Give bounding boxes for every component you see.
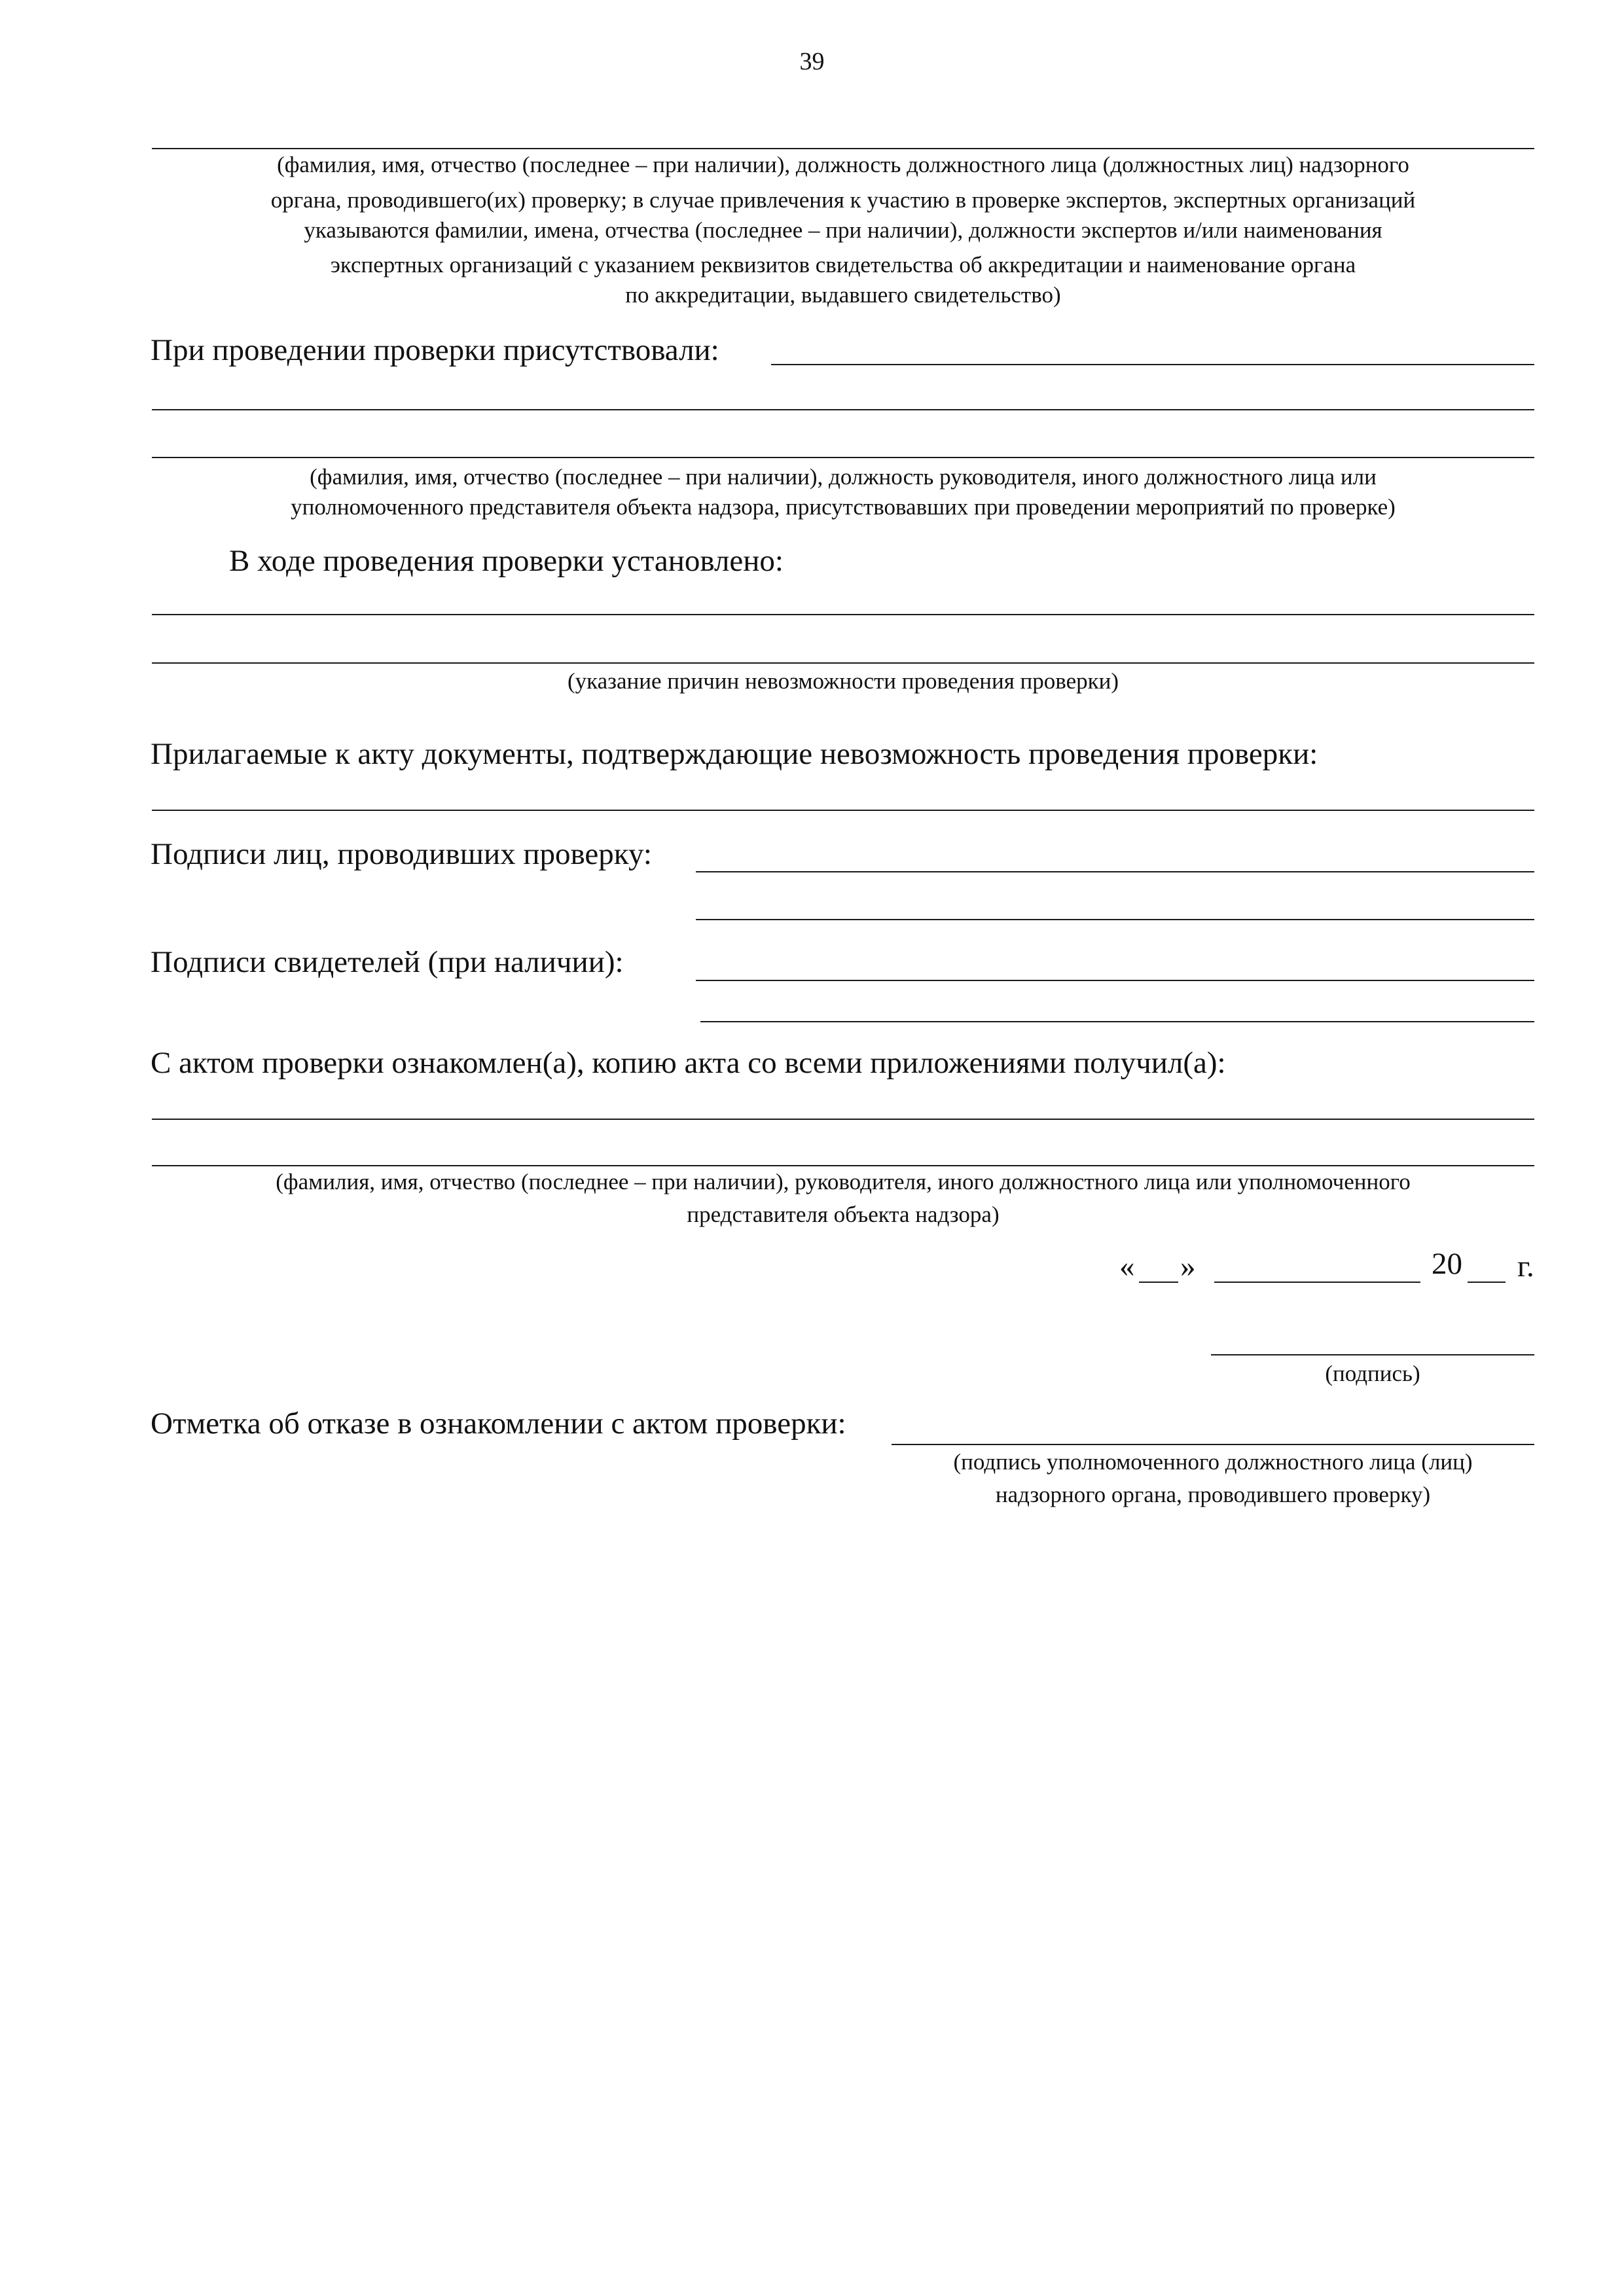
present-field-line-1 (771, 364, 1534, 365)
acknowledged-caption-line-2: представителя объекта надзора) (687, 1202, 1000, 1227)
inspectors-caption-line-5: по аккредитации, выдавшего свидетельство) (625, 282, 1061, 308)
established-label: В ходе проведения проверки установлено: (229, 544, 784, 578)
inspectors-signature-line-2 (696, 919, 1534, 920)
date-year-prefix: 20 (1432, 1247, 1462, 1281)
present-field-line-3 (152, 457, 1534, 458)
established-field-line-1 (152, 614, 1534, 615)
attached-documents-label: Прилагаемые к акту документы, подтверждающие невозможность проведения проверки: (151, 737, 1318, 771)
inspectors-caption-line-1: (фамилия, имя, отчество (последнее – при наличии), должность должностного лица (должностных лиц) надзорного (277, 152, 1409, 177)
refusal-caption-line-2: надзорного органа, проводившего проверку) (995, 1482, 1431, 1507)
inspectors-caption-line-3: указываются фамилии, имена, отчества (последнее – при наличии), должности экспертов и/или наименования (304, 217, 1382, 243)
present-field-line-2 (152, 409, 1534, 410)
inspectors-caption-line-4: экспертных организаций с указанием реквизитов свидетельства об аккредитации и наименование органа (330, 252, 1356, 278)
attached-documents-field-line (152, 810, 1534, 811)
acknowledged-field-line-2 (152, 1165, 1534, 1166)
date-month-field (1214, 1282, 1420, 1283)
inspectors-signatures-label: Подписи лиц, проводивших проверку: (151, 837, 652, 871)
established-field-line-2 (152, 662, 1534, 664)
date-year-field (1468, 1282, 1506, 1283)
present-caption-line-1: (фамилия, имя, отчество (последнее – при наличии), должность руководителя, иного должностного лица или (310, 464, 1377, 490)
acknowledged-caption-line-1: (фамилия, имя, отчество (последнее – при наличии), руководителя, иного должностного лица или уполномоченного (276, 1169, 1411, 1194)
witnesses-signatures-label: Подписи свидетелей (при наличии): (151, 945, 624, 979)
established-caption: (указание причин невозможности проведения проверки) (567, 668, 1119, 694)
present-caption-line-2: уполномоченного представителя объекта надзора, присутствовавших при проведении мероприятий по проверке) (291, 494, 1396, 520)
witnesses-signature-line-1 (696, 980, 1534, 981)
refusal-caption-line-1: (подпись уполномоченного должностного лица (лиц) (953, 1449, 1473, 1475)
date-day-field (1139, 1282, 1178, 1283)
present-label: При проведении проверки присутствовали: (151, 333, 719, 367)
date-open-quote: « (1119, 1249, 1135, 1283)
page-number: 39 (799, 48, 825, 75)
signature-field-line (1211, 1354, 1534, 1355)
signature-caption: (подпись) (1325, 1361, 1420, 1386)
inspectors-caption-line-2: органа, проводившего(их) проверку; в случае привлечения к участию в проверке экспертов, экспертных организаций (270, 187, 1416, 213)
refusal-field-line (892, 1444, 1534, 1445)
acknowledged-field-line-1 (152, 1119, 1534, 1120)
inspectors-field-line (152, 148, 1534, 149)
witnesses-signature-line-2 (700, 1021, 1534, 1022)
inspectors-signature-line-1 (696, 871, 1534, 872)
date-close-quote: » (1180, 1249, 1196, 1283)
date-year-suffix: г. (1517, 1249, 1534, 1283)
refusal-label: Отметка об отказе в ознакомлении с актом проверки: (151, 1407, 846, 1441)
acknowledged-label: С актом проверки ознакомлен(а), копию акта со всеми приложениями получил(а): (151, 1046, 1226, 1080)
